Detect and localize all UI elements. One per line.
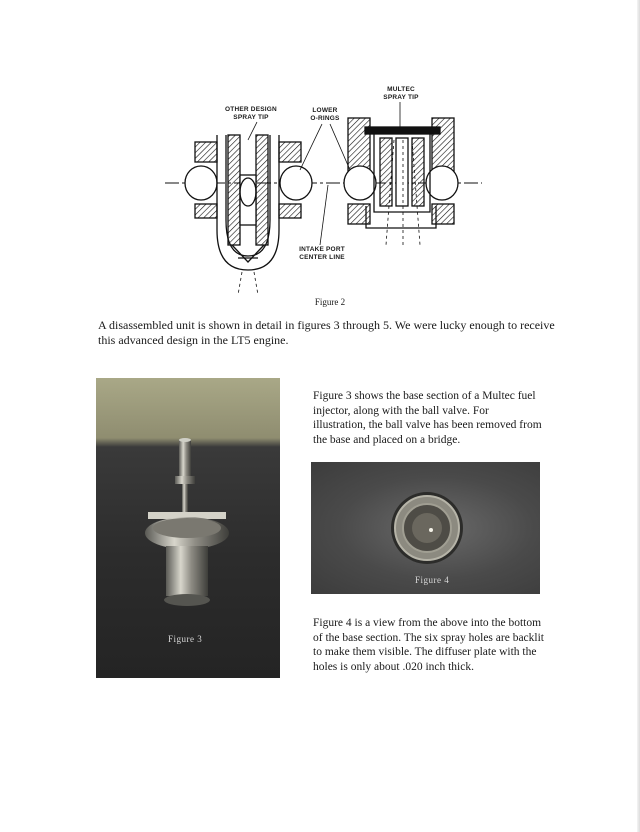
label-other-design-spray-tip: OTHER DESIGN SPRAY TIP (225, 106, 277, 121)
figure-4-photo (311, 462, 540, 594)
injector-cross-section-drawing (160, 80, 490, 300)
figure-3-photo (96, 378, 280, 678)
figure-2-caption: Figure 2 (314, 297, 346, 307)
figure-3-description: Figure 3 shows the base section of a Multec fuel injector, along with the ball valve. For illustration, the ball valve has been removed from the base and placed on a bridge. (313, 390, 542, 446)
injector-base-photo-drawing (96, 378, 280, 678)
intro-paragraph: A disassembled unit is shown in detail in figures 3 through 5. We were lucky enough to receive this advanced design in the LT5 engine. (98, 318, 555, 347)
figure-2-diagram (160, 80, 490, 300)
label-lower-o-rings: LOWER O-RINGS (310, 107, 340, 122)
label-intake-port-center-line: INTAKE PORT CENTER LINE (299, 246, 345, 261)
figure-3-caption: Figure 3 (168, 634, 203, 644)
figure-4-description: Figure 4 is a view from the above into the bottom of the base section. The six spray holes are backlit to make them visible. The diffuser plate with the holes is only about .020 inch thick. (313, 617, 544, 673)
label-multec-spray-tip: MULTEC SPRAY TIP (383, 86, 419, 101)
figure-4-caption: Figure 4 (415, 575, 450, 585)
